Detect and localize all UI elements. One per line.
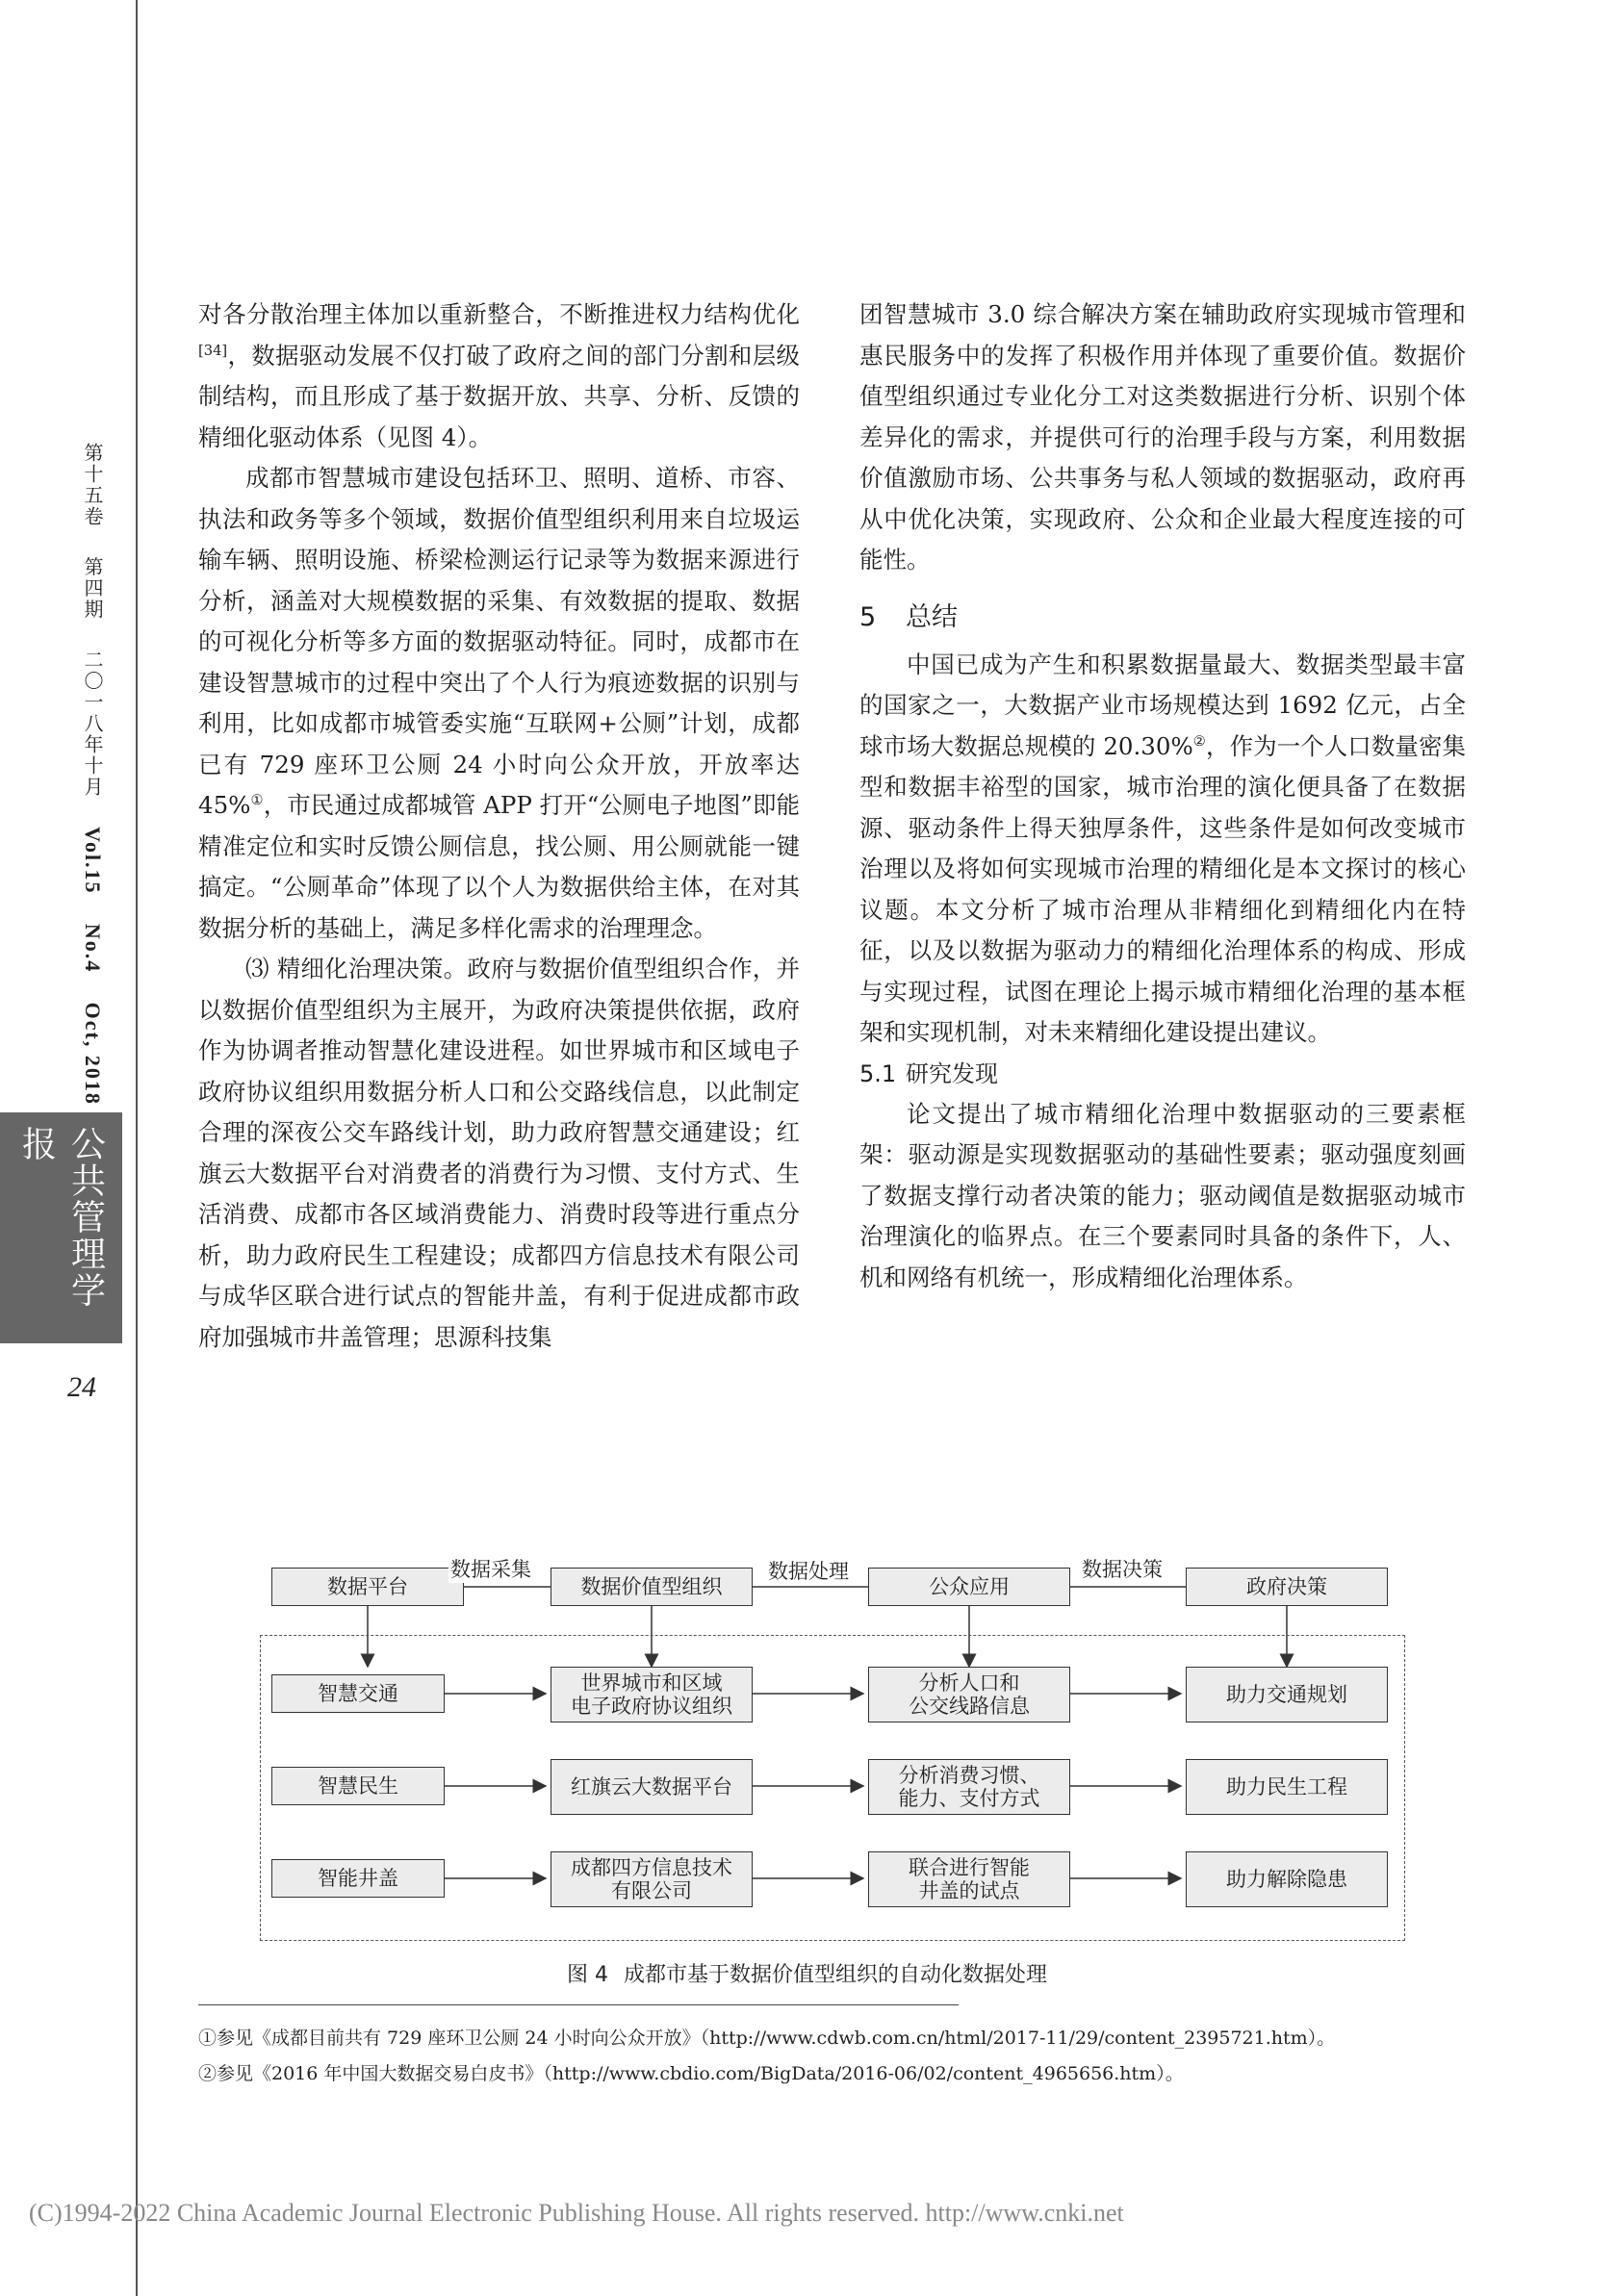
journal-name: 公共管理学报 (16, 1126, 106, 1309)
paragraph: 中国已成为产生和积累数据量最大、数据类型最丰富的国家之一，大数据产业市场规模达到 1692 亿元，占全球市场大数据总规模的 20.30%②，作为一个人口数量密集型和数据丰裕型的国家，城市治理的演化便具备了在数据源、驱动条件上得天独厚条件，这些条件是如何改变城市治理以及将如何实现城市治理的精细化是本文探讨的核心议题。本文分析了城市治理从非精细化到精细化内在特征，以及以数据为驱动力的精细化治理体系的构成、形成与实现过程，试图在理论上揭示城市精细化治理的基本框架和实现机制，对未来精细化建设提出建议。 (859, 650, 1466, 1046)
volume-label: 第十五卷 (81, 443, 104, 527)
node-analyze-consumption: 分析消费习惯、 能力、支付方式 (868, 1759, 1070, 1815)
issue-en-label: No.4 (81, 923, 105, 974)
footnote-ref: ① (250, 791, 264, 808)
node-smart-manhole: 智能井盖 (271, 1859, 445, 1898)
node-traffic-planning: 助力交通规划 (1186, 1667, 1388, 1722)
footnote-1: ①参见《成都目前共有 729 座环卫公厕 24 小时向公众开放》（http://www.cdwb.com.cn/html/2017-11/29/content_2395721.htm）。 (198, 2028, 1336, 2049)
page-margin-rule (136, 0, 138, 2296)
left-text-column (198, 294, 800, 1358)
date-label: 二〇一八年十月 (81, 649, 104, 798)
section-heading: 5 总结 (859, 601, 958, 632)
node-sifang-company: 成都四方信息技术 有限公司 (551, 1851, 753, 1907)
footnote-rule (198, 2004, 959, 2005)
node-public-application: 公众应用 (868, 1568, 1070, 1606)
node-hongqi-cloud: 红旗云大数据平台 (551, 1759, 753, 1815)
node-data-platform: 数据平台 (271, 1568, 464, 1606)
figure-caption-label: 图 4 (566, 1963, 608, 1987)
paragraph: 论文提出了城市精细化治理中数据驱动的三要素框架：驱动源是实现数据驱动的基础性要素；驱动强度刻画了数据支撑行动者决策的能力；驱动阈值是数据驱动城市治理演化的临界点。在三个要素同时具备的条件下，人、机和网络有机统一，形成精细化治理体系。 (859, 1099, 1466, 1291)
node-government-decision: 政府决策 (1186, 1568, 1388, 1606)
footnote-2: ②参见《2016 年中国大数据交易白皮书》（http://www.cbdio.com/BigData/2016-06/02/content_4965656.htm）。 (198, 2063, 1184, 2084)
figure-caption-text: 成都市基于数据价值型组织的自动化数据处理 (623, 1963, 1047, 1987)
volume-en-label: Vol.15 (81, 827, 105, 895)
edge-label-processing: 数据处理 (766, 1556, 851, 1585)
edge-label-decision: 数据决策 (1080, 1554, 1165, 1583)
paragraph: 成都市智慧城市建设包括环卫、照明、道桥、市容、执法和政务等多个领域，数据价值型组织利用来自垃圾运输车辆、照明设施、桥梁检测运行记录等为数据来源进行分析，涵盖对大规模数据的采集、有效数据的提取、数据的可视化分析等多方面的数据驱动特征。同时，成都市在建设智慧城市的过程中突出了个人行为痕迹数据的识别与利用，比如成都市城管委实施“互联网+公厕”计划，成都已有 729 座环卫公厕 24 小时向公众开放，开放率达 45%①，市民通过成都城管 APP 打开“公厕电子地图”即能精准定位和实时反馈公厕信息，找公厕、用公厕就能一键搞定。“公厕革命”体现了以个人为数据供给主体，在对其数据分析的基础上，满足多样化需求的治理理念。 (198, 464, 800, 942)
node-data-value-org: 数据价值型组织 (551, 1568, 753, 1606)
running-header-vertical (79, 443, 106, 1106)
node-smart-traffic: 智慧交通 (271, 1674, 445, 1713)
citation-ref: [34] (198, 342, 228, 359)
paragraph: 团智慧城市 3.0 综合解决方案在辅助政府实现城市管理和惠民服务中的发挥了积极作用并体现了重要价值。数据价值型组织通过专业化分工对这类数据进行分析、识别个体差异化的需求，并提供可行的治理手段与方案，利用数据价值激励市场、公共事务与私人领域的数据驱动，政府再从中优化决策，实现政府、公众和企业最大程度连接的可能性。 (859, 300, 1466, 574)
edge-label-collection: 数据采集 (448, 1554, 533, 1583)
date-en-label: Oct, 2018 (81, 1002, 105, 1106)
node-analyze-population: 分析人口和 公交线路信息 (868, 1667, 1070, 1722)
node-joint-pilot: 联合进行智能 井盖的试点 (868, 1851, 1070, 1907)
figure-caption (0, 1958, 1614, 1988)
journal-name-block (0, 1112, 122, 1343)
issue-label: 第四期 (81, 556, 104, 621)
copyright-notice: (C)1994-2022 China Academic Journal Electronic Publishing House. All rights reserved. http://www.cnki.net (29, 2199, 1124, 2227)
footnote-ref: ② (1192, 732, 1207, 750)
page-number: 24 (67, 1371, 96, 1403)
node-remove-hazards: 助力解除隐患 (1186, 1851, 1388, 1907)
node-livelihood-project: 助力民生工程 (1186, 1759, 1388, 1815)
figure-4-diagram (260, 1554, 1415, 1939)
node-smart-livelihood: 智慧民生 (271, 1767, 445, 1805)
paragraph: ⑶ 精细化治理决策。政府与数据价值型组织合作，并以数据价值型组织为主展开，为政府决策提供依据，政府作为协调者推动智慧化建设进程。如世界城市和区域电子政府协议组织用数据分析人口和公交路线信息，以此制定合理的深夜公交车路线计划，助力政府智慧交通建设；红旗云大数据平台对消费者的消费行为习惯、支付方式、生活消费、成都市各区域消费能力、消费时段等进行重点分析，助力政府民生工程建设；成都四方信息技术有限公司与成华区联合进行试点的智能井盖，有利于促进成都市政府加强城市井盖管理；思源科技集 (198, 955, 800, 1351)
subsection-heading: 5.1 研究发现 (859, 1059, 998, 1087)
paragraph: 对各分散治理主体加以重新整合，不断推进权力结构优化[34]，数据驱动发展不仅打破了政府之间的部门分割和层级制结构，而且形成了基于数据开放、共享、分析、反馈的精细化驱动体系（见图 4）。 (198, 300, 800, 451)
right-text-column (859, 294, 1466, 1298)
node-world-e-gov-org: 世界城市和区域 电子政府协议组织 (551, 1667, 753, 1722)
